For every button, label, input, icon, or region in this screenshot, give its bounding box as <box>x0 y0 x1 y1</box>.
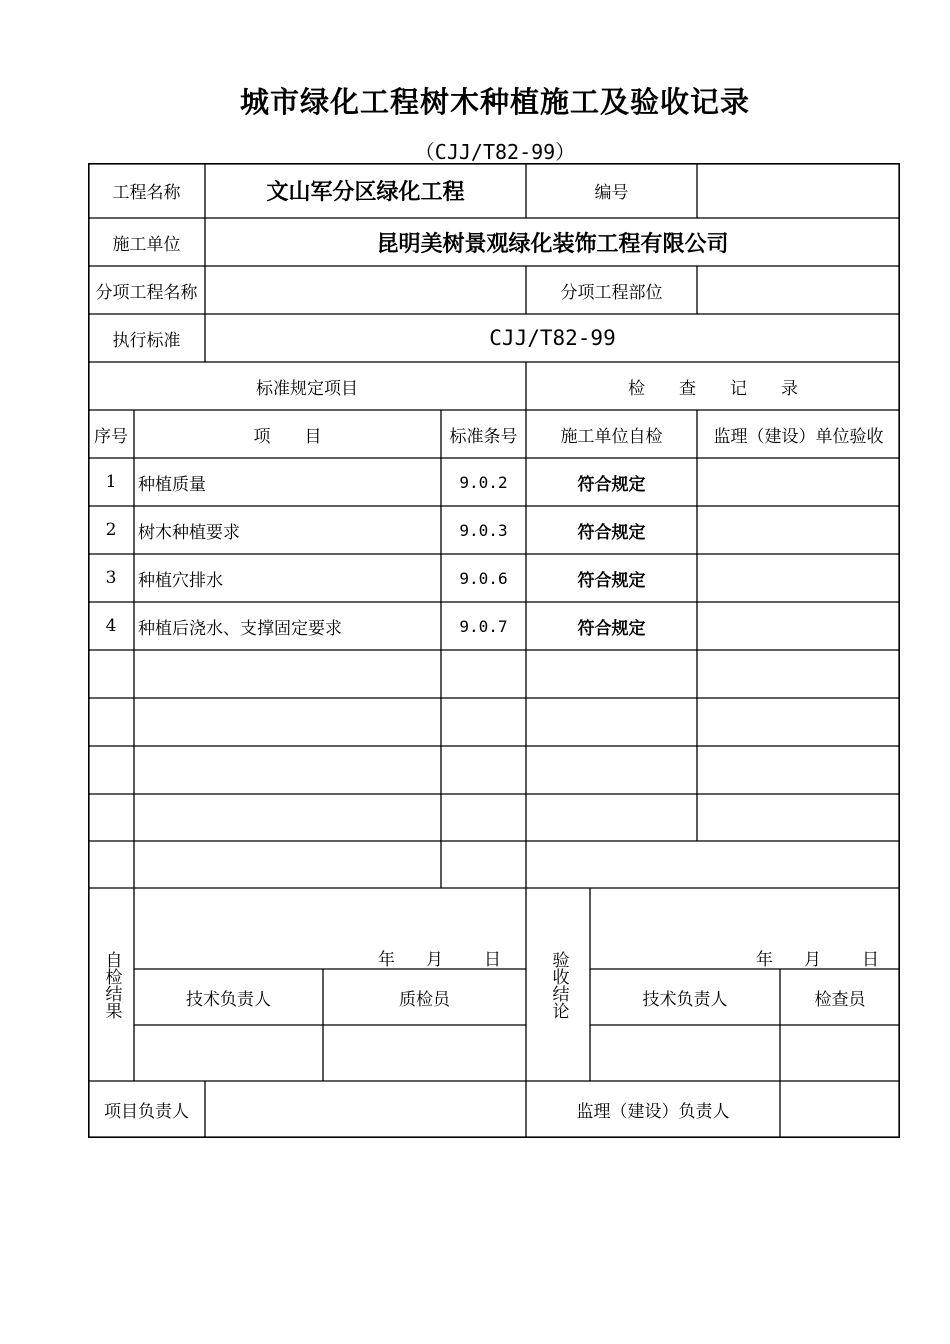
row-self-check[interactable]: 符合规定 <box>577 474 646 495</box>
row-clause: 9.0.6 <box>459 568 508 588</box>
document-title: 城市绿化工程树木种植施工及验收记录 <box>239 85 750 119</box>
sub-location-value[interactable] <box>697 266 900 314</box>
record-form <box>88 163 900 1138</box>
row-seq: 3 <box>105 568 117 588</box>
self-result-year: 年 <box>378 950 395 970</box>
row-clause: 9.0.3 <box>459 520 508 540</box>
row-item: 种植穴排水 <box>138 570 223 591</box>
self-inspector-label: 质检员 <box>399 989 450 1010</box>
column-self-check: 施工单位自检 <box>560 426 663 447</box>
acceptance-tech-lead-signature[interactable] <box>590 1025 780 1081</box>
document-subtitle: （CJJ/T82-99） <box>414 140 576 164</box>
supervisor-signature[interactable] <box>780 1081 900 1138</box>
acceptance-tech-lead-label: 技术负责人 <box>642 989 728 1010</box>
self-tech-lead-signature[interactable] <box>134 1025 323 1081</box>
row-self-check[interactable]: 符合规定 <box>577 570 646 591</box>
self-result-month: 月 <box>426 950 443 970</box>
row-item: 种植质量 <box>138 474 206 495</box>
column-item: 项 目 <box>253 426 322 447</box>
acceptance-checker-signature[interactable] <box>780 1025 900 1081</box>
row-supervision[interactable] <box>697 602 900 650</box>
acceptance-day: 日 <box>862 950 879 970</box>
acceptance-checker-label: 检查员 <box>814 989 866 1010</box>
acceptance-month: 月 <box>804 950 821 970</box>
inspection-record-header: 检 查 记 录 <box>628 378 798 399</box>
row-item: 种植后浇水、支撑固定要求 <box>138 618 342 639</box>
row-seq: 2 <box>105 520 117 540</box>
row-supervision[interactable] <box>697 458 900 506</box>
row-self-check[interactable]: 符合规定 <box>577 618 646 639</box>
acceptance-label: 验收结论 <box>548 950 569 1019</box>
column-seq: 序号 <box>94 426 128 447</box>
self-inspector-signature[interactable] <box>323 1025 526 1081</box>
row-seq: 1 <box>105 472 117 492</box>
row-clause: 9.0.2 <box>459 472 508 492</box>
column-clause: 标准条号 <box>449 426 518 447</box>
sub-location-label: 分项工程部位 <box>560 282 663 303</box>
number-value[interactable] <box>697 163 900 218</box>
row-item: 树木种植要求 <box>138 522 240 543</box>
column-supervision: 监理（建设）单位验收 <box>713 426 884 447</box>
contractor-label: 施工单位 <box>112 234 181 255</box>
contractor-value[interactable]: 昆明美树景观绿化装饰工程有限公司 <box>376 231 729 257</box>
project-name-label: 工程名称 <box>112 183 181 203</box>
row-seq: 4 <box>105 616 117 636</box>
project-name-value[interactable]: 文山军分区绿化工程 <box>266 180 465 205</box>
self-tech-lead-label: 技术负责人 <box>186 989 271 1010</box>
acceptance-year: 年 <box>756 950 773 970</box>
supervisor-label: 监理（建设）负责人 <box>576 1102 730 1122</box>
project-manager-signature[interactable] <box>205 1081 526 1138</box>
row-supervision[interactable] <box>697 554 900 602</box>
standard-value[interactable]: CJJ/T82-99 <box>489 326 616 350</box>
number-label: 编号 <box>594 183 629 203</box>
row-self-check[interactable]: 符合规定 <box>577 522 646 543</box>
standard-label: 执行标准 <box>112 330 181 351</box>
sub-project-value[interactable] <box>205 266 526 314</box>
self-result-day: 日 <box>484 950 501 970</box>
row-clause: 9.0.7 <box>459 616 508 636</box>
project-manager-label: 项目负责人 <box>104 1102 189 1122</box>
standard-items-header: 标准规定项目 <box>256 378 358 399</box>
self-result-label: 自检结果 <box>101 950 122 1019</box>
sub-project-label: 分项工程名称 <box>95 282 198 303</box>
row-supervision[interactable] <box>697 506 900 554</box>
